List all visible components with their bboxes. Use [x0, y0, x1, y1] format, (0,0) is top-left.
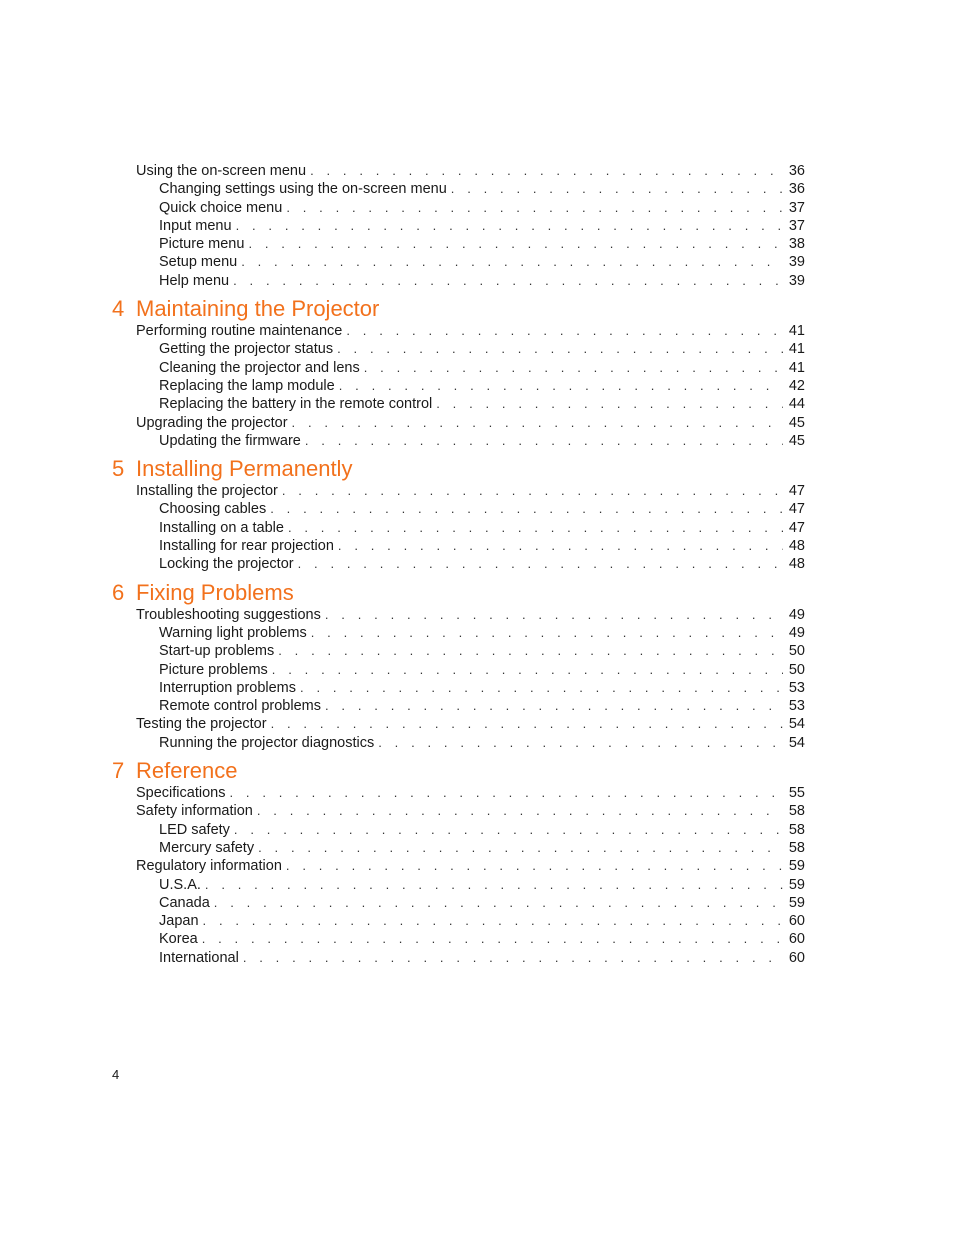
- toc-page-number: 50: [788, 643, 805, 660]
- toc-entry-title: Locking the projector: [159, 556, 294, 573]
- toc-entry-title: Picture problems: [159, 661, 268, 678]
- toc-subentry[interactable]: [112, 253, 805, 271]
- dot-leader: [214, 894, 783, 912]
- toc-subentry[interactable]: [112, 697, 805, 715]
- dot-leader: [286, 199, 783, 217]
- toc-entry-title: Start-up problems: [159, 643, 275, 660]
- toc-entry-title: Upgrading the projector: [136, 414, 288, 431]
- toc-page-number: 45: [788, 414, 805, 431]
- dot-leader: [286, 857, 783, 875]
- toc-page-number: 47: [788, 501, 805, 518]
- toc-entry-title: Changing settings using the on-screen menu: [159, 181, 447, 198]
- toc-page-number: 58: [788, 821, 805, 838]
- toc-subentry[interactable]: [112, 432, 805, 450]
- toc-page-number: 36: [788, 181, 805, 198]
- toc-entry-title: Warning light problems: [159, 624, 307, 641]
- toc-entry-title: Choosing cables: [159, 501, 267, 518]
- toc-entry-title: Installing on a table: [159, 519, 284, 536]
- dot-leader: [271, 715, 783, 733]
- toc-page-number: 59: [788, 894, 805, 911]
- toc-subentry[interactable]: [112, 679, 805, 697]
- toc-subentry[interactable]: [112, 821, 805, 839]
- toc-subentry[interactable]: [112, 555, 805, 573]
- toc-subentry[interactable]: [112, 180, 805, 198]
- toc-subentry[interactable]: [112, 359, 805, 377]
- toc-page-number: 47: [788, 519, 805, 536]
- toc-entry-title: Using the on-screen menu: [136, 163, 307, 179]
- toc-entry[interactable]: [112, 414, 805, 432]
- toc-entry-title: Remote control problems: [159, 698, 321, 715]
- toc-entry[interactable]: [112, 322, 805, 340]
- toc-subentry[interactable]: [112, 340, 805, 358]
- toc-entry-title: Help menu: [159, 272, 230, 289]
- toc-page-number: 53: [788, 698, 805, 715]
- toc-entry[interactable]: [112, 606, 805, 624]
- dot-leader: [233, 272, 783, 290]
- dot-leader: [236, 217, 783, 235]
- dot-leader: [337, 340, 783, 358]
- toc-entry-title: Cleaning the projector and lens: [159, 359, 360, 376]
- toc-subentry[interactable]: [112, 734, 805, 752]
- toc-entry-title: Korea: [159, 931, 198, 948]
- dot-leader: [272, 661, 783, 679]
- dot-leader: [205, 876, 783, 894]
- chapter-number: 7: [112, 758, 125, 784]
- toc-subentry[interactable]: [112, 500, 805, 518]
- toc-page-number: 44: [788, 396, 805, 413]
- toc-entry-title: Japan: [159, 913, 199, 930]
- toc-subentry[interactable]: [112, 272, 805, 290]
- toc-entry-title: Performing routine maintenance: [136, 323, 343, 340]
- toc-subentry[interactable]: [112, 199, 805, 217]
- toc-page-number: 47: [788, 483, 805, 500]
- toc-page-number: 60: [788, 931, 805, 948]
- toc-entry-title: Updating the firmware: [159, 432, 301, 449]
- toc-page-number: 37: [788, 217, 805, 234]
- toc-entry-title: Replacing the lamp module: [159, 377, 335, 394]
- chapter-heading[interactable]: [112, 580, 805, 606]
- toc-page-number: 41: [788, 323, 805, 340]
- page-number: 4: [112, 1067, 120, 1082]
- dot-leader: [248, 235, 783, 253]
- dot-leader: [364, 359, 783, 377]
- toc-subentry[interactable]: [112, 894, 805, 912]
- toc-subentry[interactable]: [112, 912, 805, 930]
- dot-leader: [257, 802, 783, 820]
- chapter-title: Fixing Problems: [136, 579, 294, 605]
- toc-page-number: 37: [788, 199, 805, 216]
- toc-entry-title: Getting the projector status: [159, 341, 334, 358]
- toc-subentry[interactable]: [112, 235, 805, 253]
- dot-leader: [288, 519, 783, 537]
- dot-leader: [305, 432, 783, 450]
- toc-page-number: 41: [788, 341, 805, 358]
- dot-leader: [292, 414, 783, 432]
- toc-entry-title: Installing the projector: [136, 483, 278, 500]
- toc-entry-title: Running the projector diagnostics: [159, 734, 375, 751]
- toc-page-number: 60: [788, 913, 805, 930]
- toc-page-number: 48: [788, 538, 805, 555]
- toc-page-number: 59: [788, 858, 805, 875]
- toc-subentry[interactable]: [112, 876, 805, 894]
- dot-leader: [378, 734, 783, 752]
- dot-leader: [243, 949, 783, 967]
- dot-leader: [338, 537, 783, 555]
- toc-subentry[interactable]: [112, 537, 805, 555]
- toc-page-number: 42: [788, 377, 805, 394]
- toc-entry[interactable]: [112, 715, 805, 733]
- chapter-title: Reference: [136, 758, 238, 784]
- toc-entry-title: Canada: [159, 894, 210, 911]
- toc-page-number: 48: [788, 556, 805, 573]
- toc-page-number: 58: [788, 839, 805, 856]
- toc-page-number: 38: [788, 236, 805, 253]
- toc-entry-title: Testing the projector: [136, 716, 267, 733]
- toc-page-number: 58: [788, 803, 805, 820]
- toc-entry-title: Interruption problems: [159, 679, 297, 696]
- toc-page-number: 53: [788, 679, 805, 696]
- toc-entry-title: International: [159, 949, 239, 966]
- chapter-heading[interactable]: [112, 758, 805, 784]
- toc-entry[interactable]: [112, 784, 805, 802]
- chapter-title: Maintaining the Projector: [136, 296, 380, 322]
- toc-page-number: 39: [788, 254, 805, 271]
- dot-leader: [339, 377, 783, 395]
- dot-leader: [310, 162, 783, 180]
- toc-entry-title: Setup menu: [159, 254, 238, 271]
- toc-entry-title: Quick choice menu: [159, 199, 283, 216]
- toc-subentry[interactable]: [112, 377, 805, 395]
- chapter-number: 4: [112, 296, 125, 322]
- dot-leader: [282, 482, 783, 500]
- toc-subentry[interactable]: [112, 642, 805, 660]
- dot-leader: [311, 624, 783, 642]
- dot-leader: [278, 642, 783, 660]
- dot-leader: [270, 500, 783, 518]
- toc-page-number: 45: [788, 432, 805, 449]
- dot-leader: [436, 395, 783, 413]
- chapter-heading[interactable]: [112, 296, 805, 322]
- toc-subentry[interactable]: [112, 624, 805, 642]
- toc-entry-title: Troubleshooting suggestions: [136, 606, 321, 623]
- dot-leader: [346, 322, 783, 340]
- toc-page-number: 60: [788, 949, 805, 966]
- dot-leader: [298, 555, 783, 573]
- dot-leader: [234, 821, 783, 839]
- toc-page-number: 49: [788, 624, 805, 641]
- toc-page-number: 41: [788, 359, 805, 376]
- toc-page-number: 36: [788, 163, 805, 179]
- toc-entry-title: Safety information: [136, 803, 253, 820]
- toc-entry-title: Regulatory information: [136, 858, 282, 875]
- toc-entry-title: Input menu: [159, 217, 232, 234]
- toc-entry-title: Specifications: [136, 785, 226, 802]
- toc-entry[interactable]: [112, 162, 805, 180]
- dot-leader: [203, 912, 783, 930]
- toc-page-number: 54: [788, 716, 805, 733]
- toc-subentry[interactable]: [112, 395, 805, 413]
- toc-entry-title: Mercury safety: [159, 839, 255, 856]
- toc-subentry[interactable]: [112, 949, 805, 967]
- toc-subentry[interactable]: [112, 839, 805, 857]
- toc-page-number: 39: [788, 272, 805, 289]
- toc-page-number: 59: [788, 876, 805, 893]
- toc-entry-title: U.S.A.: [159, 876, 201, 893]
- toc-subentry[interactable]: [112, 661, 805, 679]
- dot-leader: [229, 784, 783, 802]
- toc-entry-title: LED safety: [159, 821, 230, 838]
- dot-leader: [202, 930, 783, 948]
- chapter-title: Installing Permanently: [136, 456, 353, 482]
- chapter-number: 5: [112, 456, 125, 482]
- toc-entry[interactable]: [112, 802, 805, 820]
- chapter-number: 6: [112, 579, 125, 605]
- toc-entry[interactable]: [112, 482, 805, 500]
- dot-leader: [241, 253, 783, 271]
- toc-subentry[interactable]: [112, 930, 805, 948]
- dot-leader: [325, 697, 783, 715]
- chapter-heading[interactable]: [112, 456, 805, 482]
- toc-page-number: 50: [788, 661, 805, 678]
- toc-subentry[interactable]: [112, 217, 805, 235]
- toc-entry-title: Installing for rear projection: [159, 538, 334, 555]
- table-of-contents: [112, 162, 805, 967]
- dot-leader: [258, 839, 783, 857]
- toc-entry-title: Picture menu: [159, 236, 245, 253]
- toc-page-number: 49: [788, 606, 805, 623]
- toc-subentry[interactable]: [112, 519, 805, 537]
- toc-entry-title: Replacing the battery in the remote control: [159, 396, 433, 413]
- dot-leader: [325, 606, 783, 624]
- toc-entry[interactable]: [112, 857, 805, 875]
- dot-leader: [300, 679, 783, 697]
- dot-leader: [451, 180, 783, 198]
- toc-page-number: 54: [788, 734, 805, 751]
- toc-page-number: 55: [788, 785, 805, 802]
